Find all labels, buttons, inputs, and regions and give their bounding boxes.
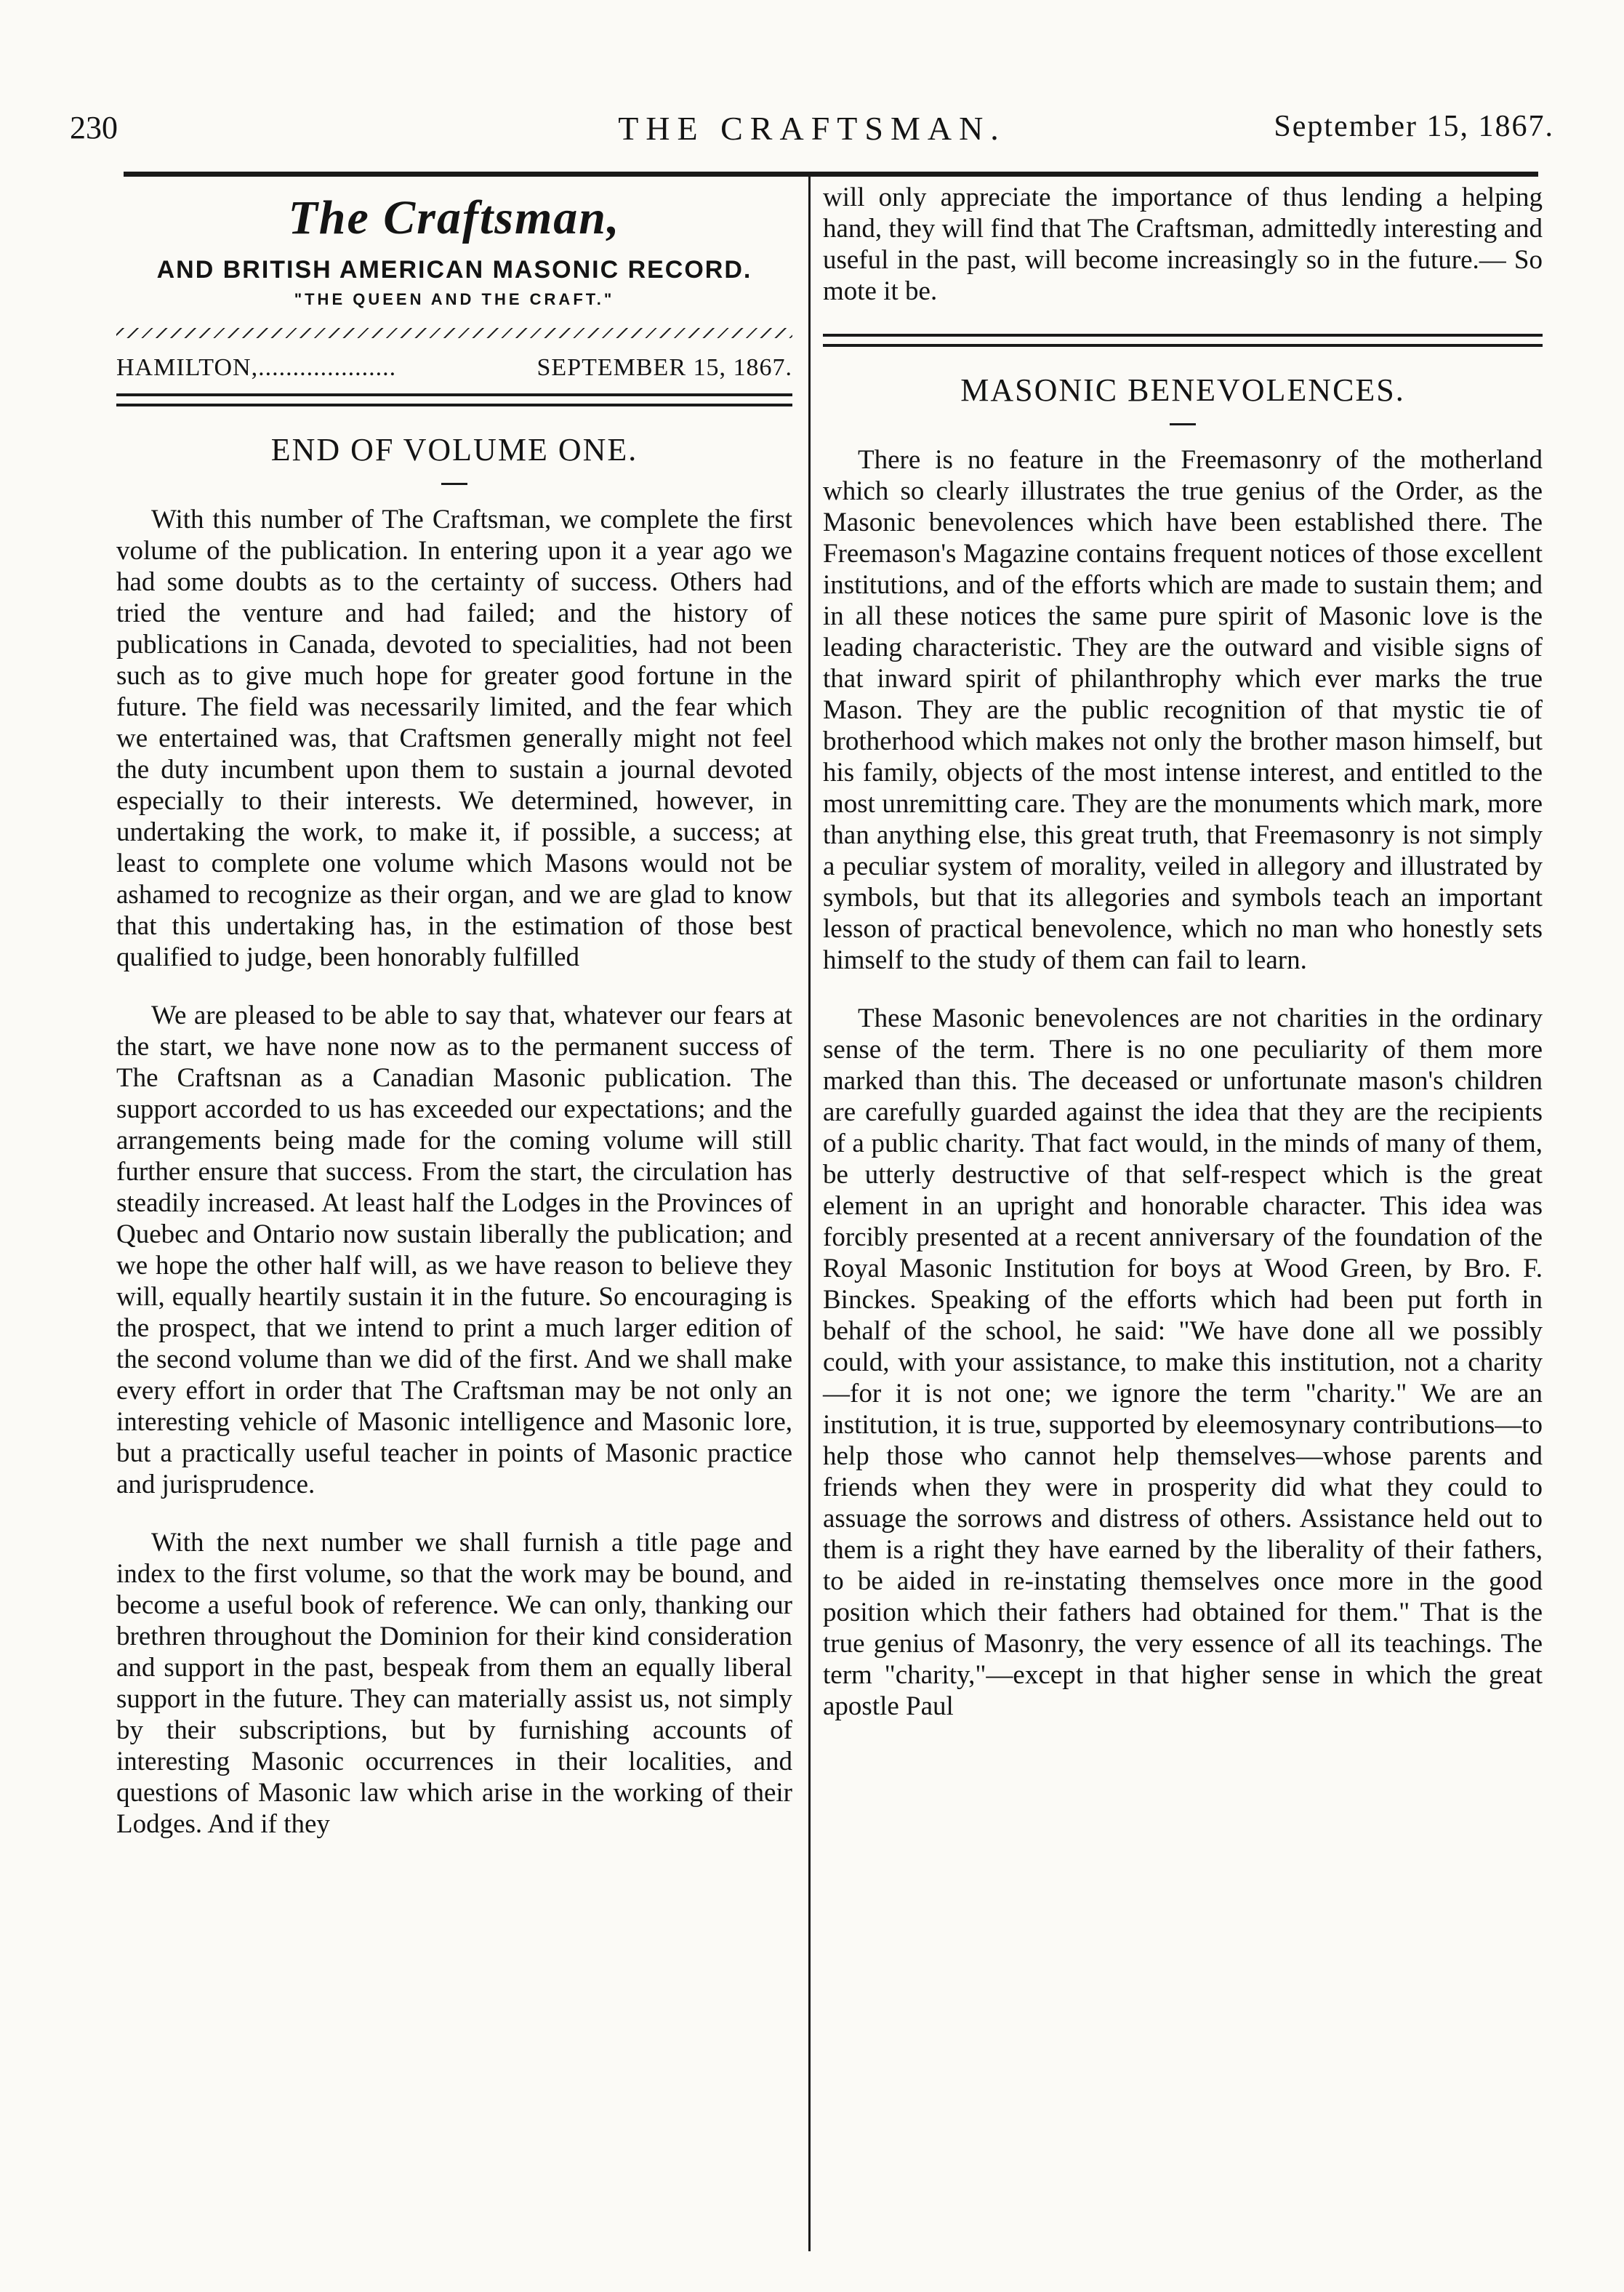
running-date: September 15, 1867.: [1274, 110, 1554, 143]
masthead-motto: "THE QUEEN AND THE CRAFT.": [294, 290, 615, 308]
article-paragraph: There is no feature in the Freemasonry of the motherland which so clearly illustrates the true genius of the Order, as the Masonic benevolences which have been established there. The Freemason's Magazine contains frequent notices of those excellent institutions, and of the efforts which are made to sustain them; and in all these notices the same pure spirit of Masonic love is the leading characteristic. They are the outward and visible signs of that inward spirit of philanthrophy which ever marks the true Mason. They are the public recognition of that mystic tie of brotherhood which makes not only the brother mason himself, but his family, objects of the most intense interest, and entitled to the most unremitting care. They are the monuments which mark, more than anything else, this great truth, that Freemasonry is not simply a peculiar system of morality, veiled in allegory and illustrated by symbols, but that its allegories and symbols teach an important lesson of practical benevolence, which no man who honestly sets himself to the study of them can fail to learn.: [823, 445, 1543, 975]
article-heading: END OF VOLUME ONE.: [270, 432, 638, 468]
double-rule: [116, 393, 792, 406]
page-number: 230: [70, 110, 118, 145]
masthead-subtitle: AND BRITISH AMERICAN MASONIC RECORD.: [156, 256, 752, 284]
column-divider: [808, 172, 811, 2251]
double-rule: [823, 334, 1543, 347]
right-column: [823, 182, 1543, 1749]
article-paragraph: These Masonic benevolences are not charities in the ordinary sense of the term. There is no one peculiarity of them more marked than this. The deceased or unfortunate mason's children are carefully guarded against the idea that they are the recipients of a public charity. That fact would, in the minds of many of them, be utterly destructive of that self-respect which is the great element in an upright and honorable character. This idea was forcibly presented at a recent anniversary of the foundation of the Royal Masonic Institution for boys at Wood Green, by Bro. F. Binckes. Speaking of the efforts which had been put forth in behalf of the school, he said: "We have done all we possibly could, with your assistance, to make this institution, not a charity—for it is not one; we ignore the term "charity." We are an institution, it is true, supported by eleemosynary contributions—to help those who cannot help themselves—whose parents and friends when they were in prosperity did what they could to assuage the sorrows and distress of others. Assistance held out to them is a right they have earned by the liberality of their fathers, to be aided in re-instating themselves once more in the good position which their fathers had obtained for them." That is the true genius of Masonry, the very essence of all its teachings. The term "charity,"—except in that higher sense in which the great apostle Paul: [823, 1003, 1543, 1721]
heading-dash: [441, 483, 467, 485]
header-rule: [124, 172, 1538, 177]
masthead-title: The Craftsman,: [288, 191, 621, 244]
left-column: [116, 182, 792, 1867]
article-paragraph: With this number of The Craftsman, we complete the first volume of the publication. In entering upon it a year ago we had some doubts as to the certainty of success. Others had tried the venture and had failed; and the history of publications in Canada, devoted to specialities, had not been such as to give much hope for greater good fortune in the future. The field was necessarily limited, and the fear which we entertained was, that Craftsmen generally might not feel the duty incumbent upon them to sustain a journal devoted especially to their interests. We determined, however, in undertaking the work, to make it, if possible, a success; at least to complete one volume which Masons would not be ashamed to recognize as their organ, and we are glad to know that this undertaking has, in the estimation of those best qualified to judge, been honorably fulfilled: [116, 505, 792, 972]
running-header: [70, 109, 1554, 153]
dateline-place: HAMILTON,....................: [116, 354, 397, 381]
dateline: [116, 354, 792, 382]
running-title: THE CRAFTSMAN.: [618, 110, 1006, 147]
article-paragraph: We are pleased to be able to say that, whatever our fears at the start, we have none now as to the permanent success of The Craftsnan as a Canadian Masonic publication. The support accorded to us has exceeded our expectations; and the arrangements being made for the coming volume will still further ensure that success. From the start, the circulation has steadily increased. At least half the Lodges in the Provinces of Quebec and Ontario now sustain liberally the publication; and we hope the other half will, as we have reason to believe they will, equally heartily sustain it in the future. So encouraging is the prospect, that we intend to print a much larger edition of the second volume than we did of the first. And we shall make every effort in order that The Craftsman may be not only an interesting vehicle of Masonic intelligence and Masonic lore, but a practically useful teacher in points of Masonic practice and jurisprudence.: [116, 1001, 792, 1499]
wavy-rule: [116, 328, 792, 338]
article-paragraph: With the next number we shall furnish a title page and index to the first volume, so that the work may be bound, and become a useful book of reference. We can only, thanking our brethren throughout the Dominion for their kind consideration and support in the past, bespeak from them an equally liberal support in the future. They can materially assist us, not simply by their subscriptions, but by furnishing accounts of interesting Masonic occurrences in their localities, and questions of Masonic law which arise in the working of their Lodges. And if they: [116, 1528, 792, 1839]
article-heading: MASONIC BENEVOLENCES.: [960, 372, 1405, 408]
dateline-date: SEPTEMBER 15, 1867.: [536, 354, 792, 381]
heading-dash: [1170, 423, 1196, 425]
article-continuation: will only appreciate the importance of thus lending a helping hand, they will find that The Craftsman, admittedly interesting and useful in the past, will become increasingly so in the future.— So mote it be.: [823, 183, 1543, 306]
